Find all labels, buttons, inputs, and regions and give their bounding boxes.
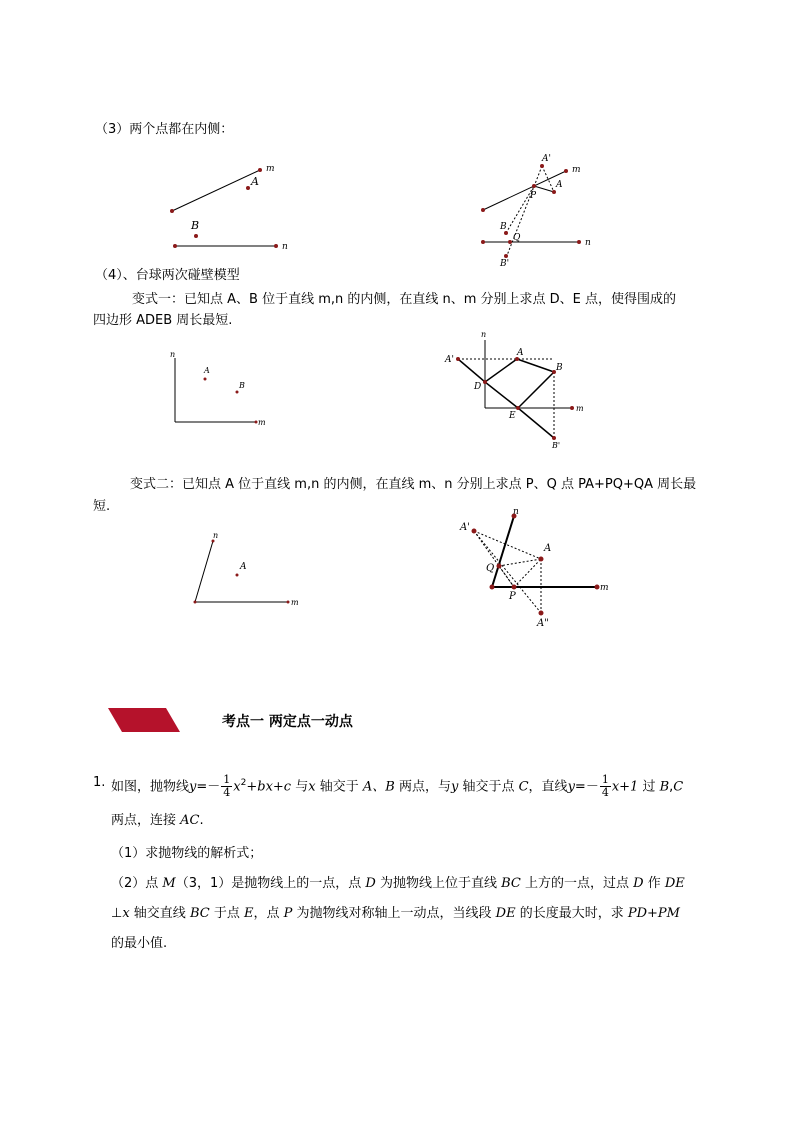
figure-4b <box>440 328 590 450</box>
label-A1: A' <box>460 522 470 533</box>
label-A: A <box>556 180 563 190</box>
label-m: m <box>576 404 584 413</box>
label-B1: B' <box>552 441 561 450</box>
label-A: A <box>204 366 210 375</box>
figure-3b <box>475 150 600 270</box>
label-A: A <box>251 175 259 188</box>
figure-3a <box>160 158 300 258</box>
label-n: n <box>282 242 288 252</box>
variant1-line2: 四边形 ADEB 周长最短. <box>93 313 233 328</box>
label-B: B <box>500 222 507 232</box>
label-n: n <box>170 350 176 359</box>
question-1-part1: （1）求抛物线的解析式； <box>111 846 263 861</box>
label-m: m <box>291 598 299 607</box>
banner-title: 考点一 两定点一动点 <box>222 714 353 730</box>
label-A: A <box>544 543 552 554</box>
label-B: B <box>191 219 200 232</box>
label-A2: A" <box>537 618 549 629</box>
label-n: n <box>213 531 219 540</box>
label-n: n <box>481 330 487 339</box>
question-1-part2-line2: ⊥x 轴交直线 BC 于点 E，点 P 为抛物线对称轴上一动点，当线段 DE 的长度最大时，求 PD+PM <box>111 906 680 921</box>
figure-5a <box>185 530 305 610</box>
question-number: 1. <box>93 775 106 790</box>
label-A1: A' <box>542 154 551 164</box>
fraction: $\frac{1}{4}$ <box>223 773 231 800</box>
question-1-part2: （2）点 M（3，1）是抛物线上的一点，点 D 为抛物线上位于直线 BC 上方的一点，过点 D 作 DE <box>111 876 685 891</box>
section3-heading: （3）两个点都在内侧： <box>95 122 234 137</box>
question-1-part2-line3: 的最小值. <box>111 936 168 951</box>
label-A1: A' <box>445 355 454 365</box>
variant1-line1: 变式一：已知点 A、B 位于直线 m,n 的内侧，在直线 n、m 分别上求点 D、E 点，使得围成的 <box>132 292 677 307</box>
label-B: B <box>239 381 245 390</box>
fraction: $\frac{1}{4}$ <box>601 773 609 800</box>
figure-4a <box>165 348 275 430</box>
variant2-line2: 短. <box>93 499 111 514</box>
figure-5b <box>455 503 615 633</box>
label-E: E <box>509 411 516 421</box>
label-Q: Q <box>513 233 521 243</box>
variant2-line1: 变式二：已知点 A 位于直线 m,n 的内侧，在直线 m、n 分别上求点 P、Q 点 PA+PQ+QA 周长最 <box>130 477 697 492</box>
label-B1: B' <box>500 259 510 269</box>
section4-heading: （4）、台球两次碰壁模型 <box>95 268 240 283</box>
question-1-line2: 两点，连接 AC. <box>111 813 204 828</box>
label-P: P <box>509 591 516 602</box>
label-m: m <box>266 164 275 174</box>
label-n: n <box>513 507 519 517</box>
label-m: m <box>600 583 609 593</box>
label-B: B <box>556 363 563 373</box>
label-Q: Q <box>486 563 495 574</box>
label-m: m <box>572 165 581 175</box>
label-m: m <box>258 418 266 427</box>
label-P: P <box>530 191 537 201</box>
label-A: A <box>517 348 524 358</box>
question-1: 1. 如图，抛物线y=－ $\frac{1}{4}$ $x^2+bx+c$ 与x 轴交于 A、B 两点，与y 轴交于点 C，直线y=－ $\frac{1}{4}$ x+1 过 B,C <box>93 766 703 800</box>
label-A: A <box>240 562 247 572</box>
banner-shape <box>108 708 180 732</box>
label-D: D <box>474 382 482 392</box>
label-n: n <box>585 238 591 248</box>
